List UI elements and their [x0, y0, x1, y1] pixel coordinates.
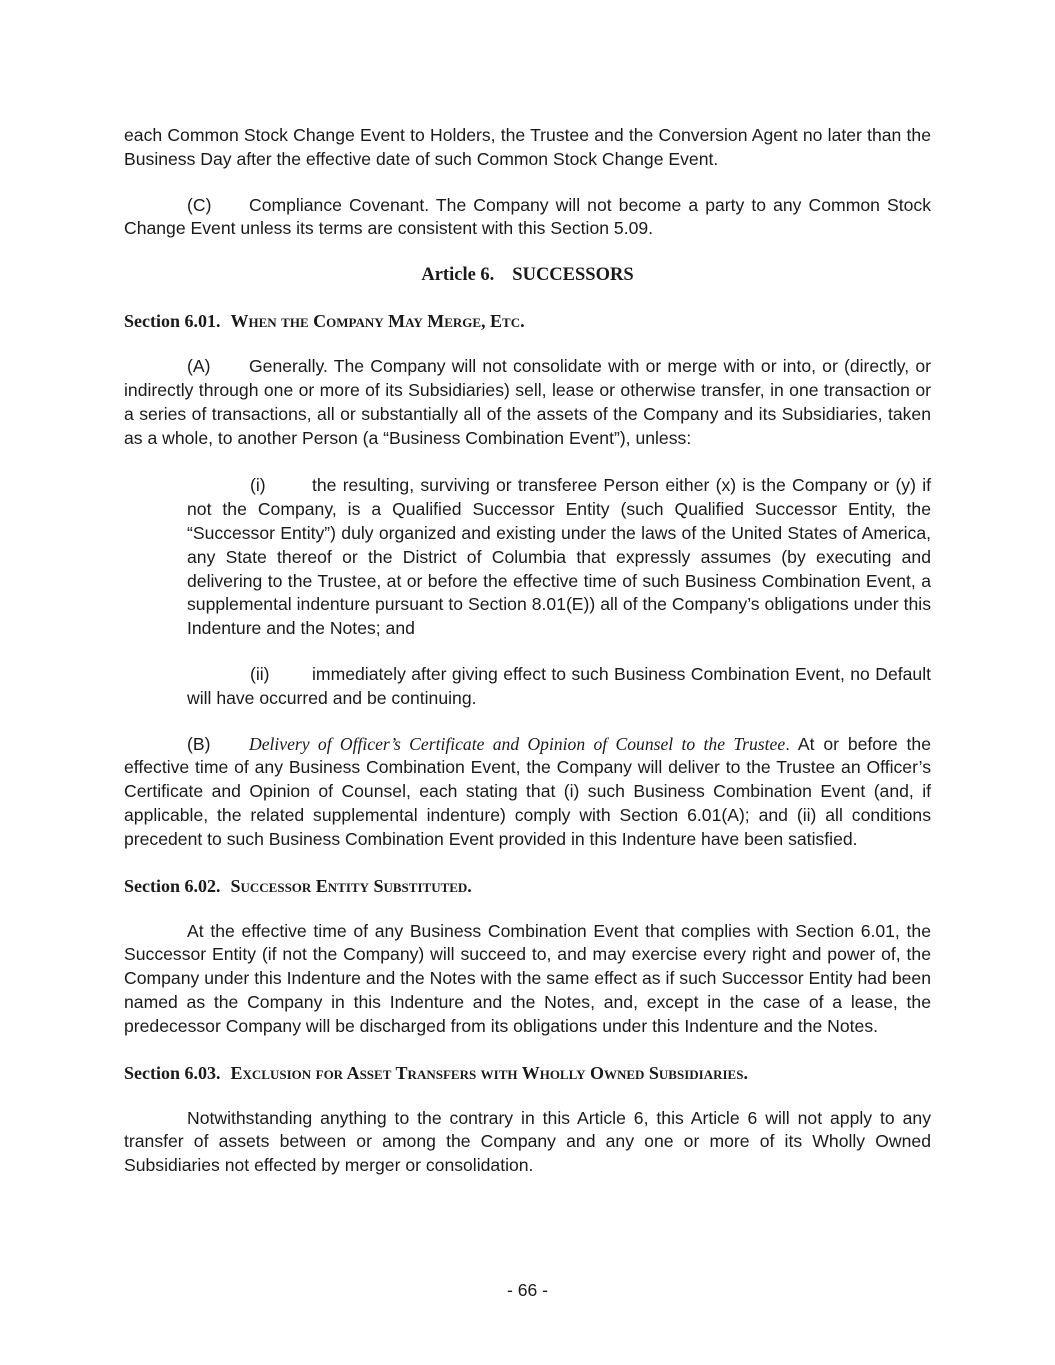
paragraph-b-text: . At or before the effective time of any Business Combination Event, the Company will deliver to the Trustee an Officer’s Certificate and Opinion of Counsel, each stating that (i) such Business Combination Event (and, if applicable, the related supplemental indenture) comply with Section 6.01(A); and (ii) all conditions precedent to such Business Combination Event provided in this Indenture have been satisfied. — [124, 733, 931, 849]
item-ii-label: (ii) — [250, 663, 270, 684]
subparagraph-block — [124, 474, 931, 710]
section-601-paragraph-b — [124, 733, 931, 852]
section-602-paragraph: At the effective time of any Business Combination Event that complies with Section 6.01, the Successor Entity (if not the Company) will succeed to, and may exercise every right and power of, the Company under this Indenture and the Notes with the same effect as if such Successor Entity had been named as the Company in this Indenture and the Notes, and, except in the case of a lease, the predecessor Company will be discharged from its obligations under this Indenture and the Notes. — [124, 920, 931, 1036]
section-601-number: Section 6.01. — [124, 311, 221, 332]
paragraph-a-label: (A) — [187, 356, 211, 377]
section-602-title: Successor Entity Substituted. — [230, 875, 472, 896]
article-heading — [124, 263, 931, 287]
compliance-text: Compliance Covenant. The Company will not become a party to any Common Stock Change Event unless its terms are consistent with this Section 5.09. — [124, 194, 931, 239]
section-601-paragraph-a — [124, 355, 931, 450]
section-601-heading — [124, 309, 931, 333]
item-i-text: the resulting, surviving or transferee Person either (x) is the Company or (y) if not the Company, is a Qualified Successor Entity (such Qualified Successor Entity, the “Successor Entity”) duly organized and existing under the laws of the United States of America, any State thereof or the District of Columbia that expressly assumes (by executing and delivering to the Trustee, at or before the effective time of such Business Combination Event, a supplemental indenture pursuant to Section 8.01(E)) all of the Company’s obligations under this Indenture and the Notes; and — [187, 475, 931, 639]
intro-paragraph: each Common Stock Change Event to Holders, the Trustee and the Conversion Agent no later than the Business Day after the effective date of such Common Stock Change Event. — [124, 125, 931, 169]
document-page — [124, 124, 931, 1178]
article-number: Article 6. — [421, 265, 495, 286]
compliance-label: (C) — [187, 194, 212, 215]
section-603-number: Section 6.03. — [124, 1062, 221, 1083]
item-ii-paragraph — [187, 663, 931, 711]
paragraph-b-label: (B) — [187, 733, 211, 754]
section-603-title: Exclusion for Asset Transfers with Wholly Owned Subsidiaries. — [230, 1062, 748, 1083]
compliance-covenant-paragraph — [124, 194, 931, 242]
item-i-paragraph — [187, 474, 931, 641]
paragraph-a-text: Generally. The Company will not consolidate with or merge with or into, or (directly, or indirectly through one or more of its Subsidiaries) sell, lease or otherwise transfer, in one transaction or a series of transactions, all or substantially all of the assets of the Company and its Subsidiaries, taken as a whole, to another Person (a “Business Combination Event”), unless: — [124, 356, 931, 448]
article-title: SUCCESSORS — [512, 265, 634, 286]
item-ii-text: immediately after giving effect to such Business Combination Event, no Default will have occurred and be continuing. — [187, 663, 931, 708]
page-number: - 66 - — [506, 1280, 549, 1300]
paragraph-b-italic-title: Delivery of Officer’s Certificate and Opinion of Counsel to the Trustee — [249, 733, 786, 754]
section-602-number: Section 6.02. — [124, 875, 221, 896]
section-603-heading — [124, 1061, 931, 1085]
section-601-title: When the Company May Merge, Etc. — [230, 311, 525, 332]
section-602-heading — [124, 874, 931, 898]
item-i-label: (i) — [250, 475, 266, 496]
section-603-paragraph: Notwithstanding anything to the contrary in this Article 6, this Article 6 will not apply to any transfer of assets between or among the Company and any one or more of its Wholly Owned Subsidiaries not effected by merger or consolidation. — [124, 1107, 931, 1176]
